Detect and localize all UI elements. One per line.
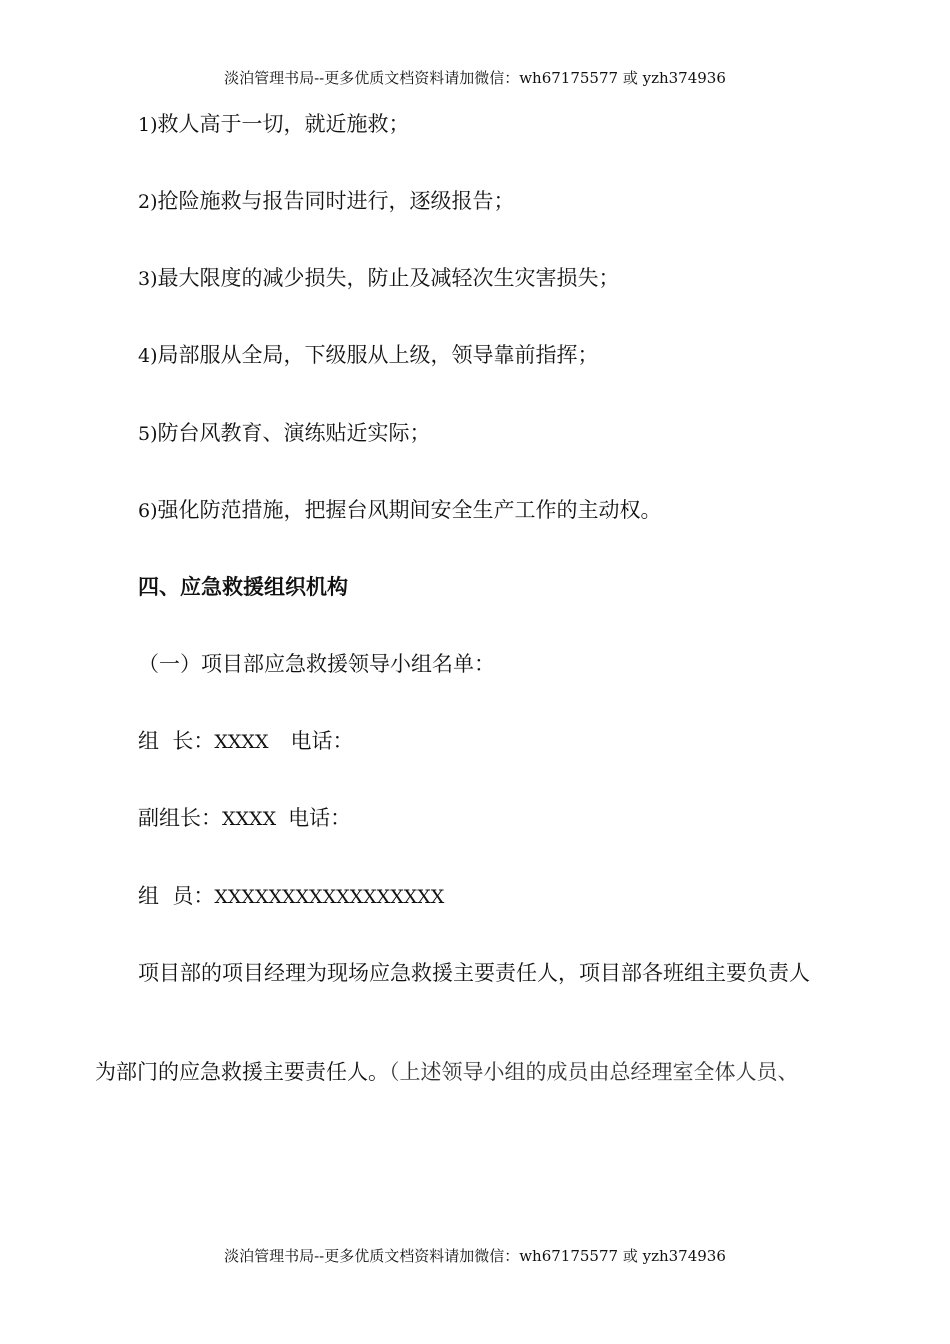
principle-item xyxy=(138,187,515,216)
principle-number: 5) xyxy=(138,423,158,445)
member-label: 组 员： xyxy=(138,884,215,908)
principle-item xyxy=(138,419,431,448)
deputy-name: XXXX xyxy=(222,808,277,830)
paragraph-line-2 xyxy=(95,1058,799,1086)
principle-item xyxy=(138,341,599,370)
principle-item xyxy=(138,264,620,293)
leader-label: 组 长： xyxy=(138,729,215,753)
member-row xyxy=(138,882,444,911)
leader-phone-label: 电话： xyxy=(290,729,354,753)
paragraph-line-1: 项目部的项目经理为现场应急救援主要责任人，项目部各班组主要负责人 xyxy=(138,961,810,985)
principle-text: 强化防范措施，把握台风期间安全生产工作的主动权。 xyxy=(157,498,662,522)
member-names: XXXXXXXXXXXXXXXXX xyxy=(214,886,445,908)
principle-text: 局部服从全局，下级服从上级，领导靠前指挥； xyxy=(157,343,599,367)
principle-number: 4) xyxy=(138,345,158,367)
leader-name: XXXX xyxy=(214,731,269,753)
deputy-phone-label: 电话： xyxy=(288,806,352,830)
section-heading: 四、应急救援组织机构 xyxy=(138,575,348,599)
principle-item xyxy=(138,496,662,525)
paragraph-line-2-note: （上述领导小组的成员由总经理室全体人员、 xyxy=(389,1060,799,1084)
header-watermark: 淡泊管理书局--更多优质文档资料请加微信：wh67175577 或 yzh374936 xyxy=(224,69,726,87)
section-subheading: （一）项目部应急救援领导小组名单： xyxy=(138,652,495,676)
deputy-label: 副组长： xyxy=(138,806,222,830)
paragraph-line-2-main: 为部门的应急救援主要责任人。 xyxy=(95,1060,389,1084)
footer-watermark: 淡泊管理书局--更多优质文档资料请加微信：wh67175577 或 yzh374936 xyxy=(224,1247,726,1265)
principle-number: 2) xyxy=(138,191,158,213)
principle-item xyxy=(138,110,410,139)
leader-row xyxy=(138,727,353,756)
principle-text: 抢险施救与报告同时进行，逐级报告； xyxy=(157,189,515,213)
deputy-row xyxy=(138,804,351,833)
principle-number: 1) xyxy=(138,114,158,136)
principle-number: 3) xyxy=(138,268,158,290)
principle-number: 6) xyxy=(138,500,158,522)
principle-text: 防台风教育、演练贴近实际； xyxy=(157,421,431,445)
principle-text: 救人高于一切，就近施救； xyxy=(157,112,410,136)
principle-text: 最大限度的减少损失，防止及减轻次生灾害损失； xyxy=(157,266,620,290)
